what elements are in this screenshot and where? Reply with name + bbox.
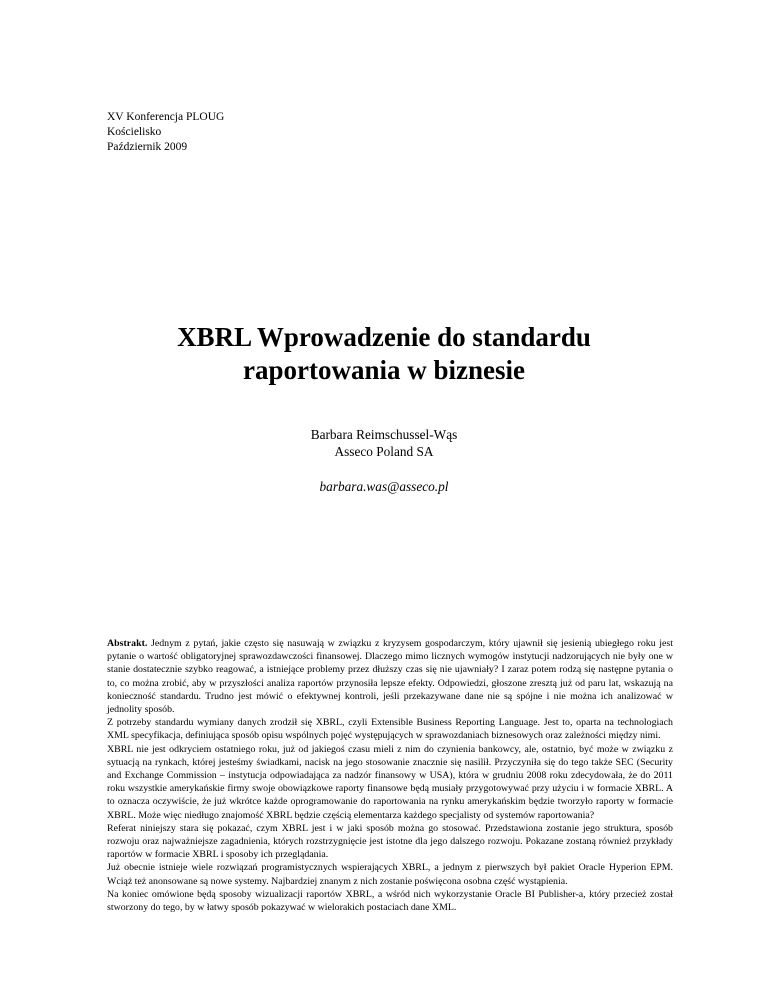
- conference-date: Październik 2009: [107, 141, 188, 153]
- author-affiliation: Asseco Poland SA: [334, 444, 434, 459]
- conference-header: [107, 110, 224, 155]
- abstract-intro: Jednym z pytań, jakie często się nasuwają w związku z kryzysem gospodarczym, który ujawnił się jesienią ubiegłego roku jest pytanie o wartość obligatoryjnej sprawozdawczości finansowej. Dlaczego mimo licznych wymogów instytucji nadzorujących nie były one w stanie dostatecznie szybko reagować, a istniejące problemy przez dłuższy czas się nie ujawniały? I zaraz potem rodzą się następne pytania o to, co można zrobić, aby w przyszłości analiza raportów przynosiła lepsze efekty. Odpowiedzi, głoszone zresztą już od paru lat, wskazują na konieczność standardu. Trudno jest mówić o efektywnej kontroli, jeśli przekazywane dane nie są spójne i nie można ich analizować w jednolity sposób.: [107, 638, 673, 716]
- abstract-paragraph-4: Referat niniejszy stara się pokazać, czym XBRL jest i w jaki sposób można go stosować. Przedstawiona zostanie jego struktura, sposób rozwoju oraz najważniejsze zagadnienia, których rozstrzygnięcie jest istotne dla jego dalszego rozwoju. Pokazane zostaną również przykłady raportów w formacie XBRL i sposoby ich przeglądania.: [107, 822, 673, 861]
- abstract-paragraph-5: Już obecnie istnieje wiele rozwiązań programistycznych wspierających XBRL, a jednym z pierwszych był pakiet Oracle Hyperion EPM. Wciąż też anonsowane są nowe systemy. Najbardziej znanym z nich zostanie poświęcona osobna część wystąpienia.: [107, 862, 673, 887]
- abstract-paragraph-6: Na koniec omówione będą sposoby wizualizacji raportów XBRL, a wśród nich wykorzystanie Oracle BI Publisher-a, który przecież został stworzony do tego, by w łatwy sposób pokazywać w wielorakich postaciach dane XML.: [107, 888, 673, 914]
- author-name: Barbara Reimschussel-Wąs: [310, 427, 458, 442]
- paper-title: [0, 321, 768, 387]
- abstract: [107, 637, 673, 914]
- abstract-paragraph-3: XBRL nie jest odkryciem ostatniego roku, już od jakiegoś czasu mieli z nim do czynienia bankowcy, ale, ostatnio, być może w związku z sytuacją na rynkach, której jesteśmy świadkami, nacisk na jego stosowanie znacznie się nasilił. Przyczyniła się do tego także SEC (Security and Exchange Commission – instytucja odpowiadająca za nadzór finansowy w USA), która w grudniu 2008 roku zdecydowała, że do 2011 roku wszystkie amerykańskie firmy swoje obowiązkowe raporty finansowe będą musiały przygotowywać przy użyciu i w formacie XBRL. A to oznacza oczywiście, że już wkrótce każde oprogramowanie do raportowania na rynku amerykańskim będzie tworzyło raporty w formacie XBRL. Może więc niedługo znajomość XBRL będzie częścią elementarza każdego specjalisty od systemów raportowania?: [107, 743, 673, 821]
- paper-title-line-1: XBRL Wprowadzenie do standardu: [177, 322, 591, 352]
- abstract-label: Abstrakt.: [107, 638, 148, 649]
- conference-location: Kościelisko: [107, 126, 162, 138]
- abstract-paragraph-1: [107, 637, 673, 716]
- conference-name: XV Konferencja PLOUG: [107, 111, 225, 123]
- author-email: barbara.was@asseco.pl: [319, 479, 449, 494]
- paper-title-line-2: raportowania w biznesie: [243, 355, 525, 385]
- abstract-paragraph-2: Z potrzeby standardu wymiany danych zrodził się XBRL, czyli Extensible Business Reporting Language. Jest to, oparta na technologiach XML specyfikacja, definiująca sposób opisu wspólnych pojęć występujących w sprawozdaniach biznesowych oraz zależności między nimi.: [107, 717, 673, 742]
